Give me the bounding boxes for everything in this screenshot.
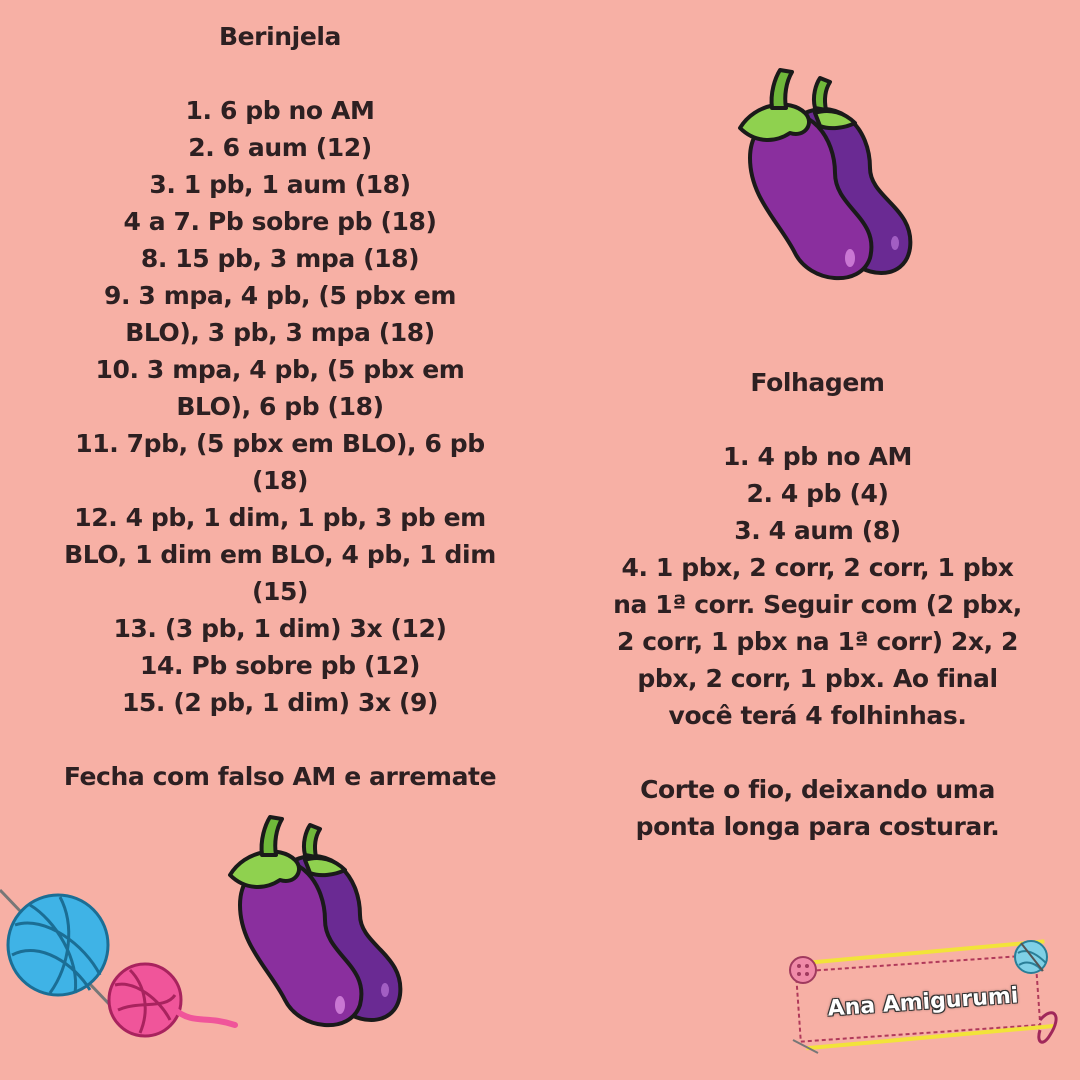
folhagem-closing: Corte o fio, deixando uma <box>640 775 995 804</box>
berinjela-step: 4 a 7. Pb sobre pb (18) <box>123 207 437 236</box>
berinjela-step: 13. (3 pb, 1 dim) 3x (12) <box>113 614 447 643</box>
berinjela-step: (18) <box>251 466 309 495</box>
berinjela-step: BLO), 6 pb (18) <box>176 392 384 421</box>
berinjela-step: 3. 1 pb, 1 aum (18) <box>149 170 411 199</box>
folhagem-step: 2. 4 pb (4) <box>746 479 889 508</box>
berinjela-step: 10. 3 mpa, 4 pb, (5 pbx em <box>95 355 465 384</box>
yarn-balls-icon <box>0 885 250 1045</box>
folhagem-step: pbx, 2 corr, 1 pbx. Ao final <box>637 664 998 693</box>
folhagem-step: você terá 4 folhinhas. <box>668 701 967 730</box>
folhagem-closing: ponta longa para costurar. <box>635 812 1000 841</box>
berinjela-step: 11. 7pb, (5 pbx em BLO), 6 pb <box>75 429 485 458</box>
berinjela-step: 9. 3 mpa, 4 pb, (5 pbx em <box>104 281 456 310</box>
berinjela-step: 15. (2 pb, 1 dim) 3x (9) <box>121 688 439 717</box>
eggplant-icon <box>720 58 930 288</box>
berinjela-step: BLO), 3 pb, 3 mpa (18) <box>125 318 435 347</box>
berinjela-step: (15) <box>251 577 309 606</box>
berinjela-step: 14. Pb sobre pb (12) <box>140 651 420 680</box>
berinjela-title: Berinjela <box>218 22 342 51</box>
folhagem-step: 3. 4 aum (8) <box>734 516 901 545</box>
berinjela-step: 1. 6 pb no AM <box>185 96 375 125</box>
berinjela-step: BLO, 1 dim em BLO, 4 pb, 1 dim <box>64 540 496 569</box>
brand-logo-text: Ana Amigurumi <box>826 983 1020 1022</box>
folhagem-section <box>590 364 1045 845</box>
folhagem-title: Folhagem <box>750 368 885 397</box>
berinjela-section <box>20 18 540 795</box>
folhagem-step: 2 corr, 1 pbx na 1ª corr) 2x, 2 <box>616 627 1019 656</box>
folhagem-step: na 1ª corr. Seguir com (2 pbx, <box>613 590 1022 619</box>
berinjela-step: 8. 15 pb, 3 mpa (18) <box>140 244 420 273</box>
berinjela-step: 12. 4 pb, 1 dim, 1 pb, 3 pb em <box>74 503 486 532</box>
folhagem-step: 1. 4 pb no AM <box>723 442 912 471</box>
berinjela-step: 2. 6 aum (12) <box>188 133 372 162</box>
folhagem-step: 4. 1 pbx, 2 corr, 2 corr, 1 pbx <box>621 553 1014 582</box>
berinjela-closing: Fecha com falso AM e arremate <box>63 762 497 791</box>
